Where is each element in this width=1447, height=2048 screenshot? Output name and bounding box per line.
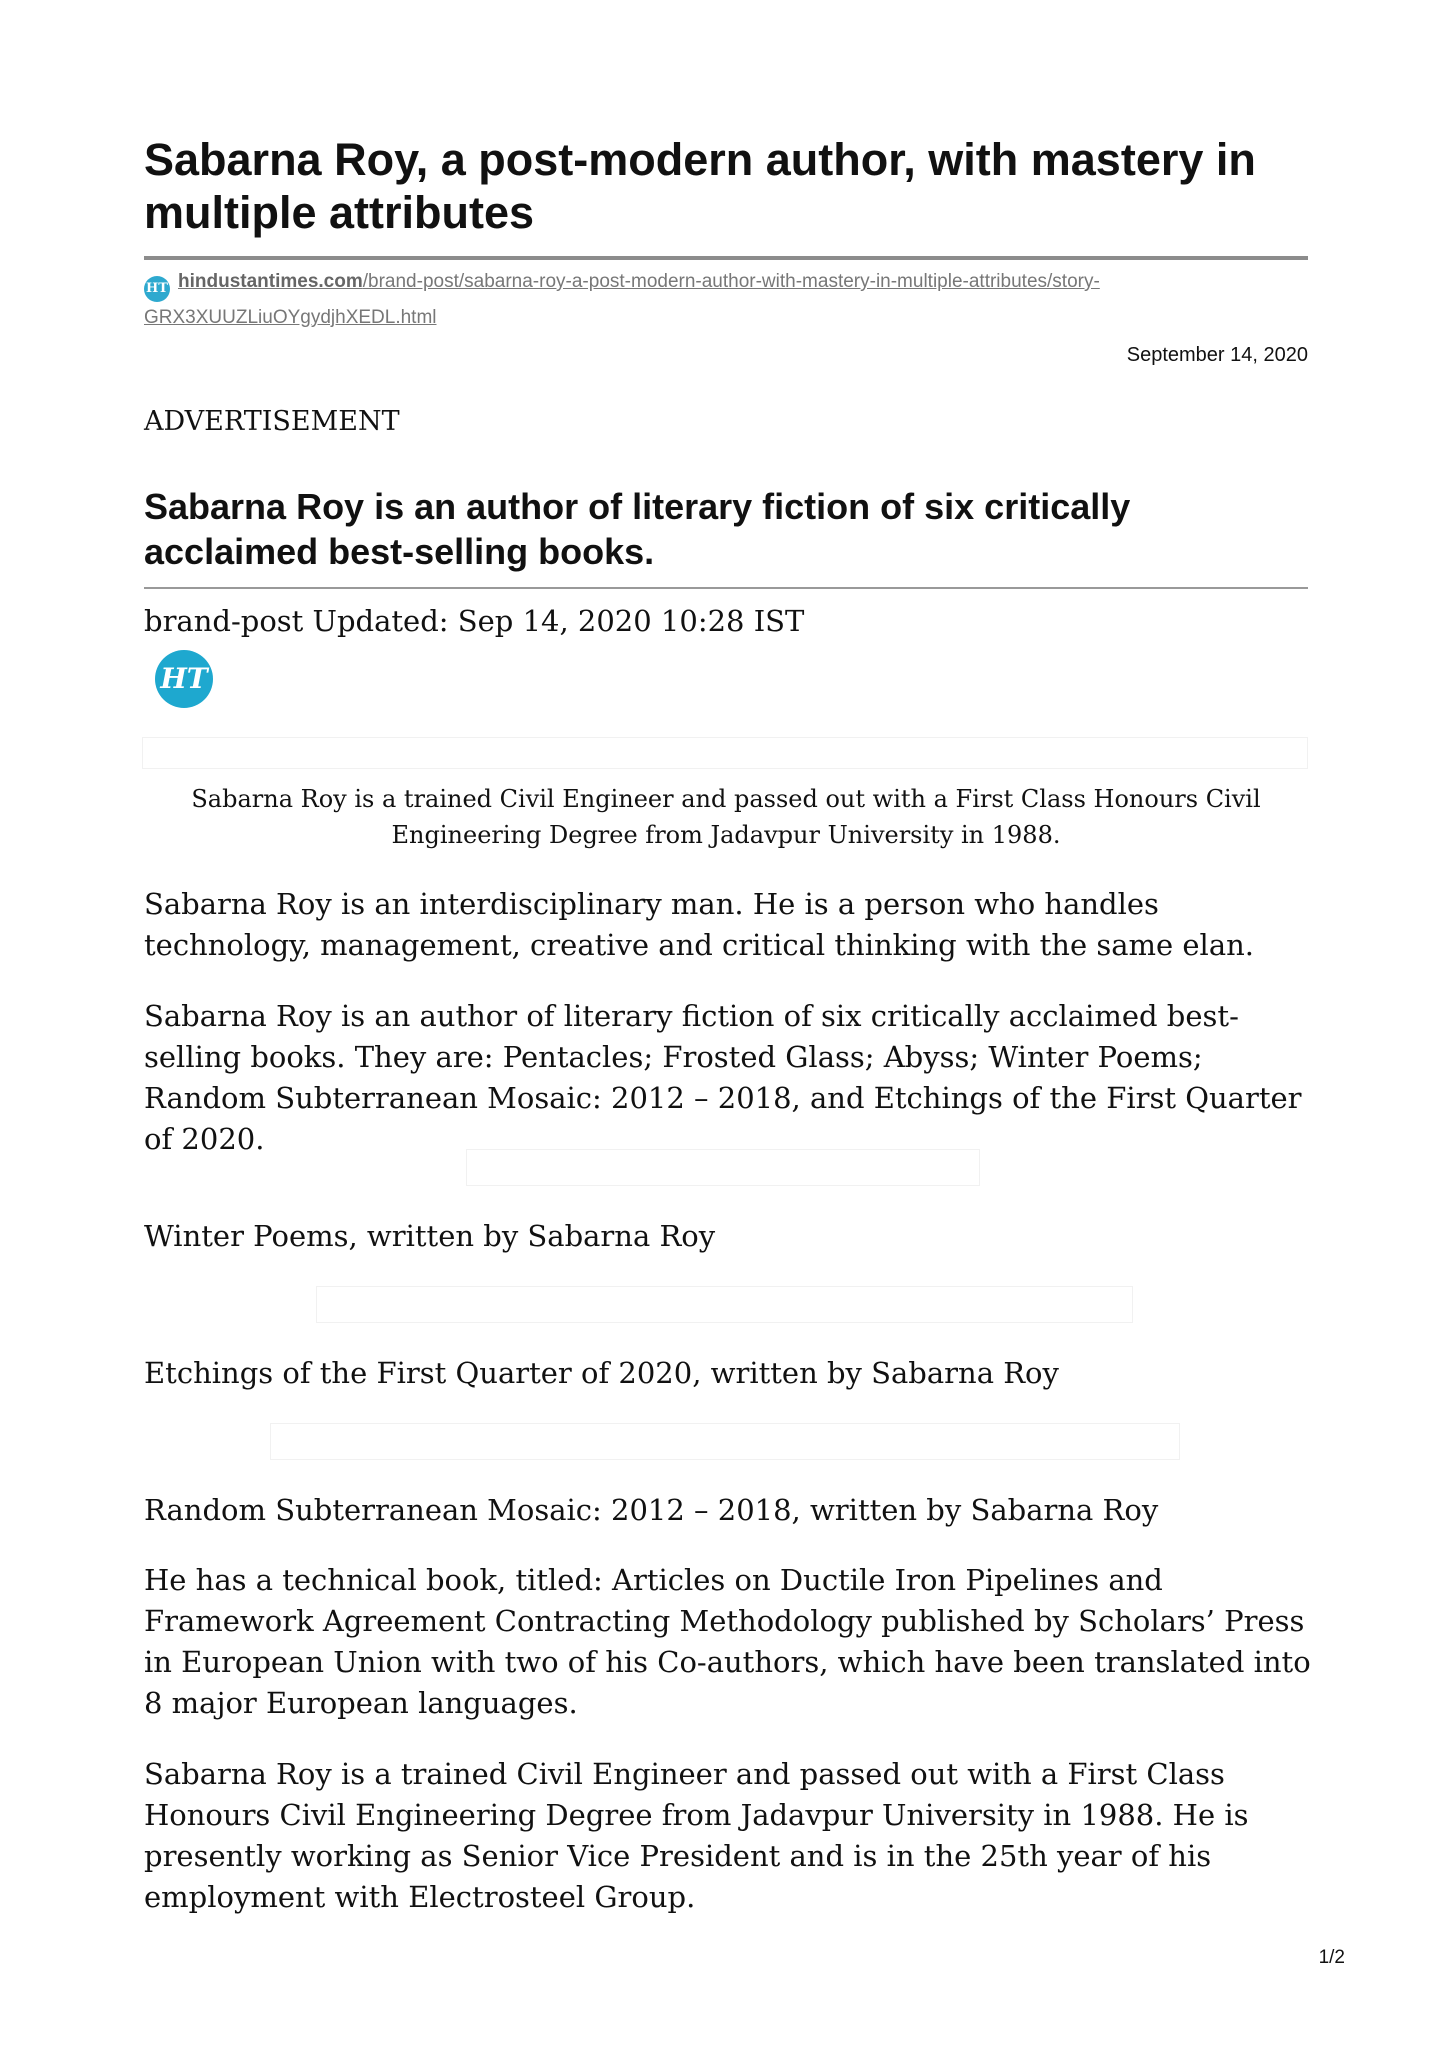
source-path: /brand-post/sabarna-roy-a-post-modern-author-with-mastery-in-multiple-attributes/story-GRX3XUUZLiuOYgydjhXEDL.html bbox=[144, 271, 1100, 328]
byline: brand-post Updated: Sep 14, 2020 10:28 IST bbox=[144, 604, 805, 638]
article-date: September 14, 2020 bbox=[1126, 344, 1308, 366]
book-caption: Winter Poems, written by Sabarna Roy bbox=[144, 1219, 716, 1253]
image-caption: Sabarna Roy is a trained Civil Engineer and passed out with a First Class Honours Civil Engineering Degree from Jadavpur University in 1988. bbox=[191, 785, 1261, 849]
subtitle-divider bbox=[144, 587, 1308, 589]
paragraph: Sabarna Roy is a trained Civil Engineer and passed out with a First Class Honours Civil Engineering Degree from Jadavpur University in 1988. He is presently working as Senior Vice President and is in the 25th year of his employment with Electrosteel Group. bbox=[144, 1757, 1249, 1914]
image-placeholder bbox=[316, 1286, 1133, 1323]
article-subtitle: Sabarna Roy is an author of literary fiction of six critically acclaimed best-selling books. bbox=[144, 486, 1131, 572]
paragraph: He has a technical book, titled: Articles on Ductile Iron Pipelines and Framework Agreement Contracting Methodology published by Scholars’ Press in European Union with two of his Co-authors, which have been translated into 8 major European languages. bbox=[144, 1563, 1311, 1720]
title-divider bbox=[144, 256, 1308, 260]
source-link[interactable] bbox=[144, 271, 1100, 328]
source-domain: hindustantimes.com bbox=[178, 271, 363, 292]
source-link-line bbox=[144, 266, 1308, 334]
article-title: Sabarna Roy, a post-modern author, with mastery in multiple attributes bbox=[144, 134, 1256, 238]
image-placeholder bbox=[270, 1423, 1180, 1460]
image-placeholder bbox=[142, 737, 1308, 769]
image-placeholder bbox=[466, 1149, 980, 1186]
ht-logo-icon: HT bbox=[144, 276, 170, 302]
book-caption: Etchings of the First Quarter of 2020, written by Sabarna Roy bbox=[144, 1356, 1059, 1390]
paragraph: Sabarna Roy is an author of literary fiction of six critically acclaimed best-selling books. They are: Pentacles; Frosted Glass; Abyss; Winter Poems; Random Subterranean Mosaic: 2012 – 2018, and Etchings of the First Quarter of 2020. bbox=[144, 999, 1302, 1156]
book-caption: Random Subterranean Mosaic: 2012 – 2018, written by Sabarna Roy bbox=[144, 1493, 1159, 1527]
ht-logo-icon: HT bbox=[155, 650, 213, 708]
page-number: 1/2 bbox=[1318, 1947, 1345, 1968]
paragraph: Sabarna Roy is an interdisciplinary man. He is a person who handles technology, management, creative and critical thinking with the same elan. bbox=[144, 887, 1255, 962]
advertisement-label: ADVERTISEMENT bbox=[144, 406, 400, 437]
